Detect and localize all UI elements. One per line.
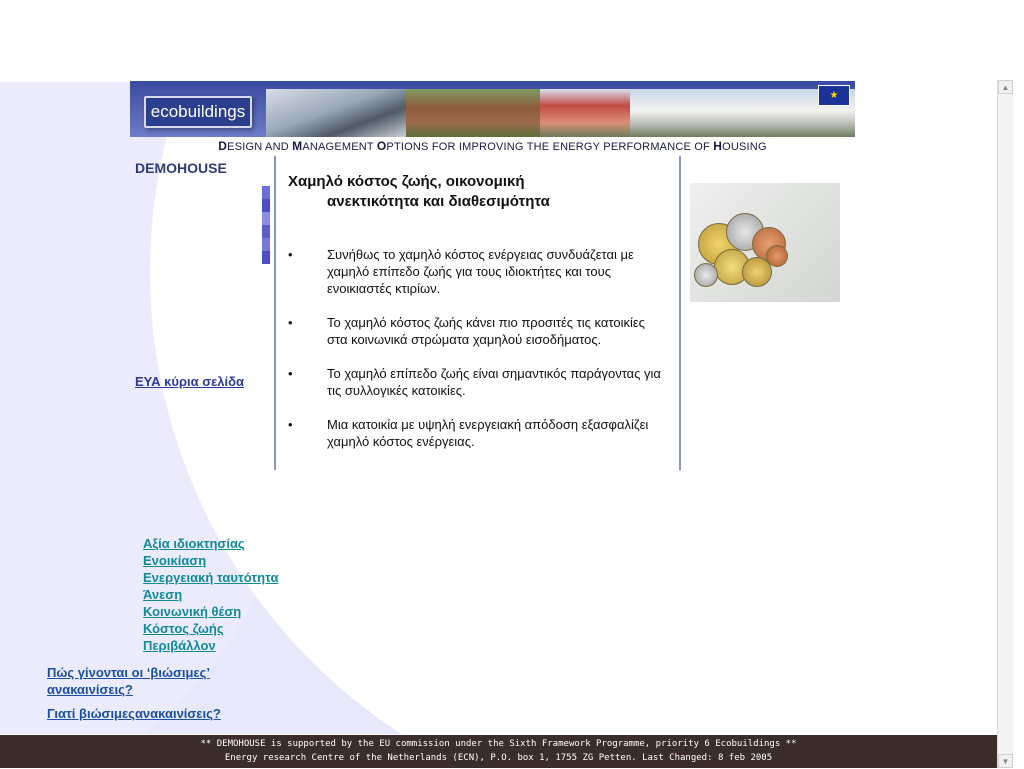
ecobuildings-logo[interactable]: ecobuildings — [144, 96, 252, 128]
nav-link-social-status[interactable]: Κοινωνική θέση — [143, 604, 242, 619]
sidebar-bar — [262, 238, 270, 251]
sidebar-bar — [262, 199, 270, 212]
page-title: Χαμηλό κόστος ζωής, οικονομική ανεκτικότητα και διαθεσιμότητα — [288, 173, 550, 210]
bullet-icon: • — [288, 417, 293, 432]
sub-navigation — [143, 535, 278, 654]
list-item: • Το χαμηλό επίπεδο ζωής είναι σημαντικός παράγοντας για τις συλλογικές κατοικίες. — [288, 366, 661, 398]
nav-link-environment[interactable]: Περιβάλλον — [143, 638, 216, 653]
link-how-renovations[interactable]: Πώς γίνονται οι ‘βιώσιμες’ ανακαινίσεις? — [47, 665, 210, 697]
nav-link-energy-label[interactable]: Ενεργειακή ταυτότητα — [143, 570, 279, 585]
sidebar-bar — [262, 212, 270, 225]
content-divider-right — [679, 156, 681, 470]
footer-line-1: ** DEMOHOUSE is supported by the EU commission under the Sixth Framework Programme, priority 6 Ecobuildings ** — [200, 739, 797, 749]
nav-link-comfort[interactable]: Άνεση — [143, 587, 183, 602]
scroll-up-icon[interactable]: ▲ — [998, 80, 1013, 94]
sidebar-decoration-bars — [262, 186, 270, 264]
bullet-icon: • — [288, 247, 293, 262]
bullet-icon: • — [288, 315, 293, 330]
bottom-links — [47, 664, 237, 722]
header-photo-red-apartment — [540, 89, 630, 137]
footer-line-2: Energy research Centre of the Netherlands (ECN), P.O. box 1, 1755 ZG Petten. Last Changed: 8 feb 2005 — [224, 753, 773, 763]
eu-flag-icon: ★ — [818, 85, 850, 106]
main-content — [288, 172, 668, 212]
bullet-icon: • — [288, 366, 293, 381]
link-why-renovations[interactable]: Γιατί βιώσιμεςανακαινίσεις? — [47, 706, 221, 721]
euro-coins-image — [690, 183, 840, 302]
list-item: • Συνήθως το χαμηλό κόστος ενέργειας συνδυάζεται με χαμηλό επίπεδο ζωής για τους ιδιοκτήτες και τους ενοικιαστές κτιρίων. — [288, 247, 634, 296]
page-footer — [0, 735, 997, 768]
nav-link-renting[interactable]: Ενοικίαση — [143, 553, 207, 568]
site-header-banner — [130, 81, 855, 137]
bullet-list — [288, 246, 668, 467]
header-photo-modern-building — [266, 89, 406, 137]
nav-link-property-value[interactable]: Αξία ιδιοκτησίας — [143, 536, 245, 551]
scroll-down-icon[interactable]: ▼ — [998, 754, 1013, 768]
sidebar-bar — [262, 186, 270, 199]
list-item: • Μια κατοικία με υψηλή ενεργειακή απόδοση εξασφαλίζει χαμηλό κόστος ενέργειας. — [288, 417, 649, 449]
home-page-link[interactable]: ΕΥΑ κύρια σελίδα — [135, 374, 245, 389]
sidebar-title: DEMOHOUSE — [135, 160, 227, 176]
sidebar-bar — [262, 251, 270, 264]
nav-link-cost-of-living[interactable]: Κόστος ζωής — [143, 621, 224, 636]
list-item: • Το χαμηλό κόστος ζωής κάνει πιο προσιτές τις κατοικίες στα κοινωνικά στρώματα χαμηλού εισοδήματος. — [288, 315, 645, 347]
content-divider-left — [274, 156, 276, 470]
sidebar-bar — [262, 225, 270, 238]
site-tagline: DESIGN AND MANAGEMENT OPTIONS FOR IMPROVING THE ENERGY PERFORMANCE OF HOUSING — [218, 139, 767, 153]
vertical-scrollbar[interactable] — [997, 80, 1013, 768]
header-photo-brick-housing — [406, 89, 540, 137]
